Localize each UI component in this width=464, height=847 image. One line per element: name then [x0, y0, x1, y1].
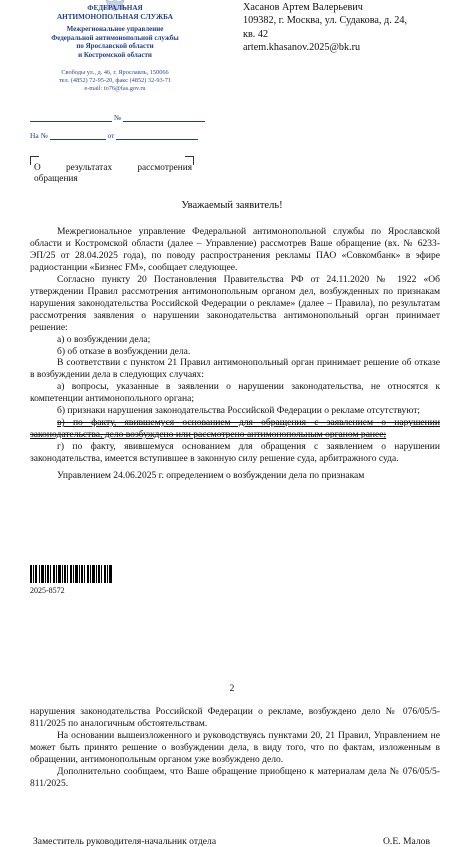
greeting: Уважаемый заявитель! [181, 200, 283, 211]
contact-address: Свободы ул., д. 46, г. Ярославль, 150066 [61, 69, 169, 77]
dept-line-2: Федеральной антимонопольной службы [51, 33, 179, 42]
signatory-title: Заместитель руководителя-начальник отдела [33, 836, 217, 847]
case-item-c-highlighted: в) по факту, явившемуся основанием для обращения с заявлением о нарушении законодательства, дело возбуждено или рассмотрено антимонопольным органом ранее; [30, 417, 440, 441]
paragraph-continuation: нарушения законодательства Российской Федерации о рекламе, возбуждено дело № 076/05/5-811/2025 по аналогичным обстоятельствам. [30, 706, 440, 729]
paragraph-intro: Межрегиональное управление Федеральной антимонопольной службы по Ярославской области и Костромской области (далее – Управление) рассмотрев Ваше обращение (вх. № 6233-ЭП/25 от 28.04.2025 года), по поводу распространения рекламы ПАО «Совкомбанк» в эфире радиостанции «Бизнес FM», сообщает следующее. [30, 226, 440, 273]
org-line-1: ФЕДЕРАЛЬНАЯ [87, 4, 143, 12]
case-item-a: а) вопросы, указанные в заявлении о нарушении законодательства, не относятся к компетенции антимонопольного органа; [30, 381, 440, 405]
paragraph-decision-start: Управлением 24.06.2025 г. определением о возбуждении дела по признакам [57, 470, 365, 482]
dept-line-1: Межрегиональное управление [66, 25, 164, 33]
paragraph-rules: Согласно пункту 20 Постановления Правительства РФ от 24.11.2020 № 1922 «Об утверждении Правил рассмотрения антимонопольным органом дел, возбужденных по признакам нарушения законодательства Российской Федерации о рекламе» (далее – Правила), по результатам рассмотрения заявления о нарушении законодательства антимонопольный орган принимает решение: [30, 273, 440, 333]
reference-date-field [116, 131, 198, 140]
paragraph-additional: Дополнительно сообщаем, что Ваше обращение приобщено к материалам дела № 076/05/5-811/2025. [30, 765, 440, 789]
case-item-d: г) по факту, явившемуся основанием для обращения с заявлением о нарушении законодательства, имеется вступившее в законную силу решение суда, арбитражного суда. [30, 441, 440, 465]
paragraph-conclusion: На основании вышеизложенного и руководствуясь пунктами 20, 21 Правил, Управлением не может быть принято решение о возбуждении дела, в виду того, что по фактам, изложенным в обращении, антимонопольным органом уже возбуждено дело. [30, 729, 440, 765]
contact-email: e-mail: to76@fas.gov.ru [84, 85, 146, 93]
letterhead [30, 4, 200, 93]
subject-line: О результатах рассмотрения обращения [34, 163, 192, 184]
barcode-icon [30, 565, 112, 583]
registration-no-label: № [113, 113, 122, 122]
recipient-block [243, 1, 463, 55]
list-item-b: б) об отказе в возбуждении дела. [57, 345, 191, 357]
reference-no-label: На № [30, 131, 48, 140]
registration-number: 2025-8572 [30, 586, 65, 595]
contact-phone: тел. (4852) 72-95-20, факс (4852) 32-93-71 [58, 77, 172, 85]
letter-body-page-1 [30, 226, 440, 482]
page-gap [0, 620, 464, 650]
registration-line-2 [30, 131, 198, 140]
list-item-a: а) о возбуждении дела; [57, 333, 151, 345]
case-item-b: б) признаки нарушения законодательства Российской Федерации о рекламе отсутствуют; [57, 405, 421, 417]
letterhead-dept [30, 25, 200, 59]
recipient-address-line-1: 109382, г. Москва, ул. Судакова, д. 24, [243, 15, 408, 27]
reference-from-label: от [107, 131, 115, 140]
dept-line-4: и Костромской области [78, 50, 152, 59]
registration-line-1 [30, 113, 205, 122]
letterhead-contact [30, 69, 200, 93]
org-line-2: АНТИМОНОПОЛЬНАЯ СЛУЖБА [56, 12, 174, 21]
recipient-email: artem.khasanov.2025@bk.ru [243, 42, 361, 54]
registration-number-field [123, 113, 205, 122]
registration-date-field [30, 113, 112, 122]
dept-line-3: по Ярославской области [76, 42, 154, 51]
reference-number-field [50, 131, 106, 140]
letter-body-page-2 [30, 706, 440, 790]
page-number: 2 [229, 684, 235, 694]
recipient-address-line-2: кв. 42 [243, 28, 269, 40]
letterhead-org [30, 4, 200, 21]
signatory-name: О.Е. Малов [383, 836, 430, 847]
recipient-name: Хасанов Артем Валерьевич [243, 2, 363, 13]
paragraph-refusal-cases: В соответствии с пунктом 21 Правил антимонопольный орган принимает решение об отказе в возбуждении дела в следующих случаях: [30, 357, 440, 381]
